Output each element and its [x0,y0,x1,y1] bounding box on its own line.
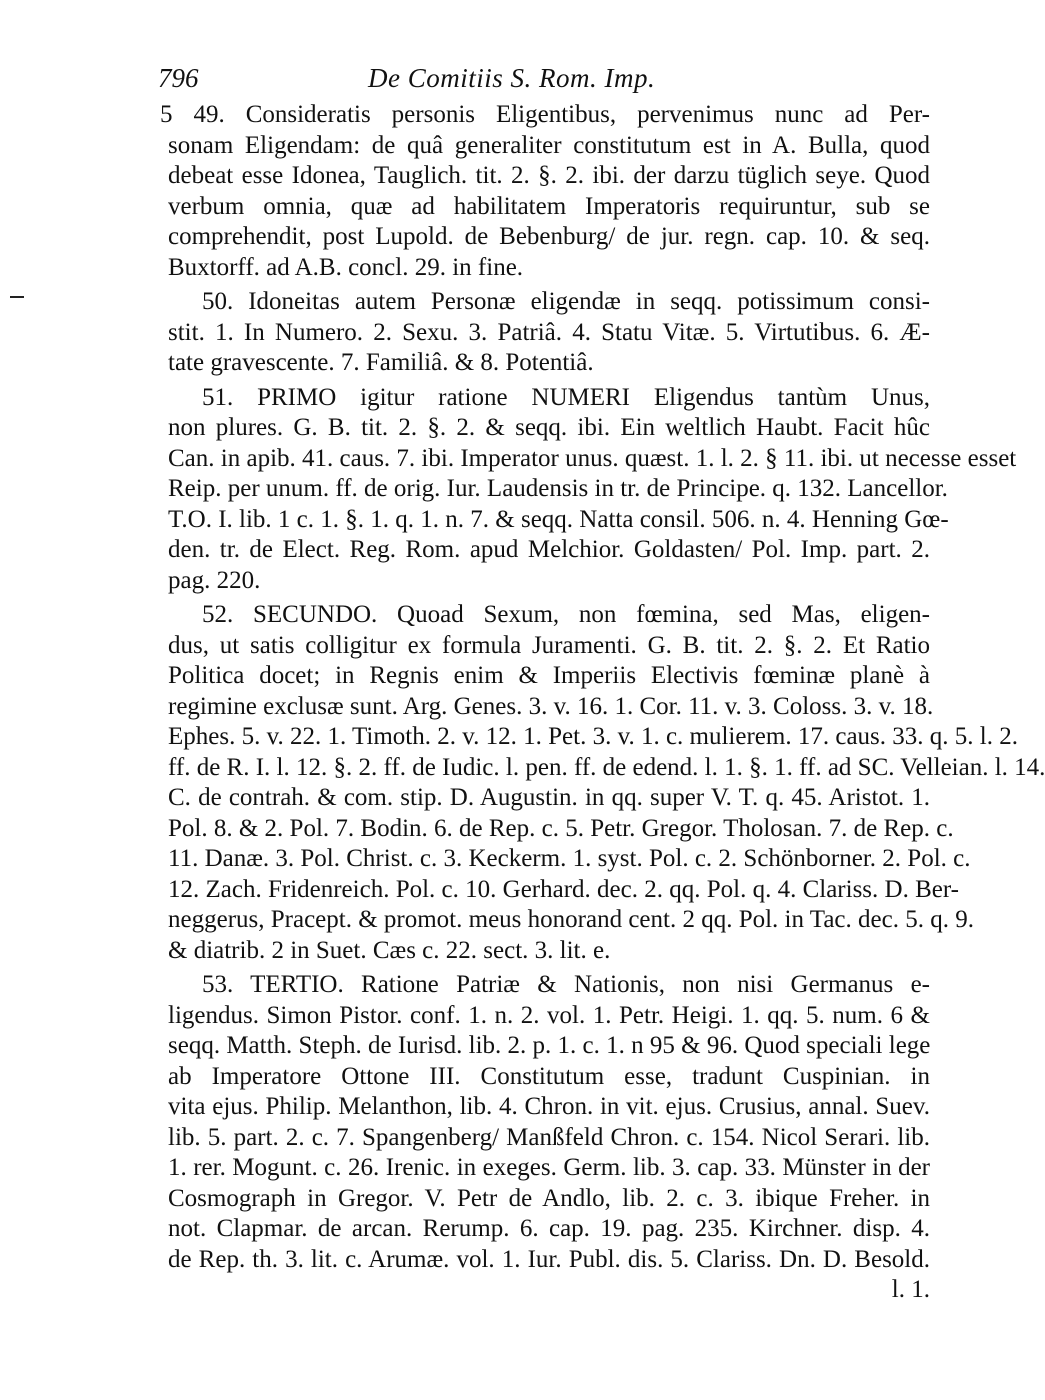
text-line: neggerus, Pracept. & promot. meus honorand cent. 2 qq. Pol. in Tac. dec. 5. q. 9. [168,906,974,933]
text-line: tate gravescente. 7. Familiâ. & 8. Potentiâ. [168,349,594,376]
text-line: ligendus. Simon Pistor. conf. 1. n. 2. vol. 1. Petr. Heigi. 1. qq. 5. num. 6 & [168,1001,930,1029]
text-line: 11. Danæ. 3. Pol. Christ. c. 3. Keckerm. 1. syst. Pol. c. 2. Schönborner. 2. Pol. c. [168,845,971,872]
text-line: & diatrib. 2 in Suet. Cæs c. 22. sect. 3. lit. e. [168,936,611,964]
text-line: 12. Zach. Fridenreich. Pol. c. 10. Gerhard. dec. 2. qq. Pol. q. 4. Clariss. D. Ber- [168,875,960,903]
text-line: 51. PRIMO igitur ratione NUMERI Eligendus tantùm Unus, [202,383,930,411]
page-number: 796 [158,63,199,93]
running-title: De Comitiis S. Rom. Imp. [368,63,656,93]
text-line: Cosmograph in Gregor. V. Petr de Andlo, lib. 2. c. 3. ibique Freher. in [168,1184,930,1212]
text-line: sonam Eligendam: de quâ generaliter constitutum est in A. Bulla, quod [168,131,930,159]
text-line: stit. 1. In Numero. 2. Sexu. 3. Patriâ. 4. Statu Vitæ. 5. Virtutibus. 6. Æ- [168,318,930,346]
text-line: ab Imperatore Ottone III. Constitutum esse, tradunt Cuspinian. in [168,1062,930,1090]
text-line: Buxtorff. ad A.B. concl. 29. in fine. [168,253,524,281]
body-text [160,100,1045,1306]
text-line: Ephes. 5. v. 22. 1. Timoth. 2. v. 12. 1. Pet. 3. v. 1. c. mulierem. 17. caus. 33. q. 5. l. 2. [168,723,1018,750]
page-header [158,60,938,96]
text-line: Politica docet; in Regnis enim & Imperiis Electivis fœminæ planè à [168,662,930,689]
text-line: not. Clapmar. de arcan. Rerump. 6. cap. 19. pag. 235. Kirchner. disp. 4. [168,1215,930,1242]
text-line: C. de contrah. & com. stip. D. Augustin. in qq. super V. T. q. 45. Aristot. 1. [168,784,930,811]
text-line: Pol. 8. & 2. Pol. 7. Bodin. 6. de Rep. c. 5. Petr. Gregor. Tholosan. 7. de Rep. c. [168,814,954,842]
text-line: debeat esse Idonea, Tauglich. tit. 2. §. 2. ibi. der darzu tüglich seye. Quod [168,162,930,189]
text-line: non plures. G. B. tit. 2. §. 2. & seqq. ibi. Ein weltlich Haubt. Facit hûc [168,414,930,441]
text-line: 5 49. Consideratis personis Eligentibus, pervenimus nunc ad Per- [160,101,930,128]
margin-mark [10,296,24,298]
text-line: regimine exclusæ sunt. Arg. Genes. 3. v. 16. 1. Cor. 11. v. 3. Coloss. 3. v. 18. [168,692,934,720]
text-line: seqq. Matth. Steph. de Iurisd. lib. 2. p. 1. c. 1. n 95 & 96. Quod speciali lege [168,1032,931,1059]
text-line: 52. SECUNDO. Quoad Sexum, non fœmina, sed Mas, eligen- [202,601,930,628]
text-line: ff. de R. I. l. 12. §. 2. ff. de Iudic. l. pen. ff. de edend. l. 1. §. 1. ff. ad SC. Velleian. l. 14. [168,753,1045,781]
text-line: verbum omnia, quæ ad habilitatem Imperatoris requiruntur, sub se [168,192,930,220]
text-line: Reip. per unum. ff. de orig. Iur. Laudensis in tr. de Principe. q. 132. Lancellor. [168,475,948,502]
catchword: l. 1. [891,1276,930,1303]
text-line: lib. 5. part. 2. c. 7. Spangenberg/ Manßfeld Chron. c. 154. Nicol Serari. lib. [168,1123,930,1151]
text-line: pag. 220. [168,566,261,594]
text-line: de Rep. th. 3. lit. c. Arumæ. vol. 1. Iur. Publ. dis. 5. Clariss. Dn. D. Besold. [168,1245,930,1273]
text-line: 53. TERTIO. Ratione Patriæ & Nationis, non nisi Germanus e- [202,971,930,998]
text-line: comprehendit, post Lupold. de Bebenburg/ de jur. regn. cap. 10. & seq. [168,223,930,250]
text-line: 50. Idoneitas autem Personæ eligendæ in seqq. potissimum consi- [202,288,930,315]
text-line: Can. in apib. 41. caus. 7. ibi. Imperator unus. quæst. 1. l. 2. § 11. ibi. ut necesse esset [168,444,1017,472]
text-line: vita ejus. Philip. Melanthon, lib. 4. Chron. in vit. ejus. Crusius, annal. Suev. [168,1093,930,1120]
text-line: 1. rer. Mogunt. c. 26. Irenic. in exeges. Germ. lib. 3. cap. 33. Münster in der [168,1154,930,1181]
text-line: den. tr. de Elect. Reg. Rom. apud Melchior. Goldasten/ Pol. Imp. part. 2. [168,536,930,563]
text-line: T.O. I. lib. 1 c. 1. §. 1. q. 1. n. 7. & seqq. Natta consil. 506. n. 4. Henning Gœ- [168,505,949,533]
text-line: dus, ut satis colligitur ex formula Juramenti. G. B. tit. 2. §. 2. Et Ratio [168,631,930,659]
